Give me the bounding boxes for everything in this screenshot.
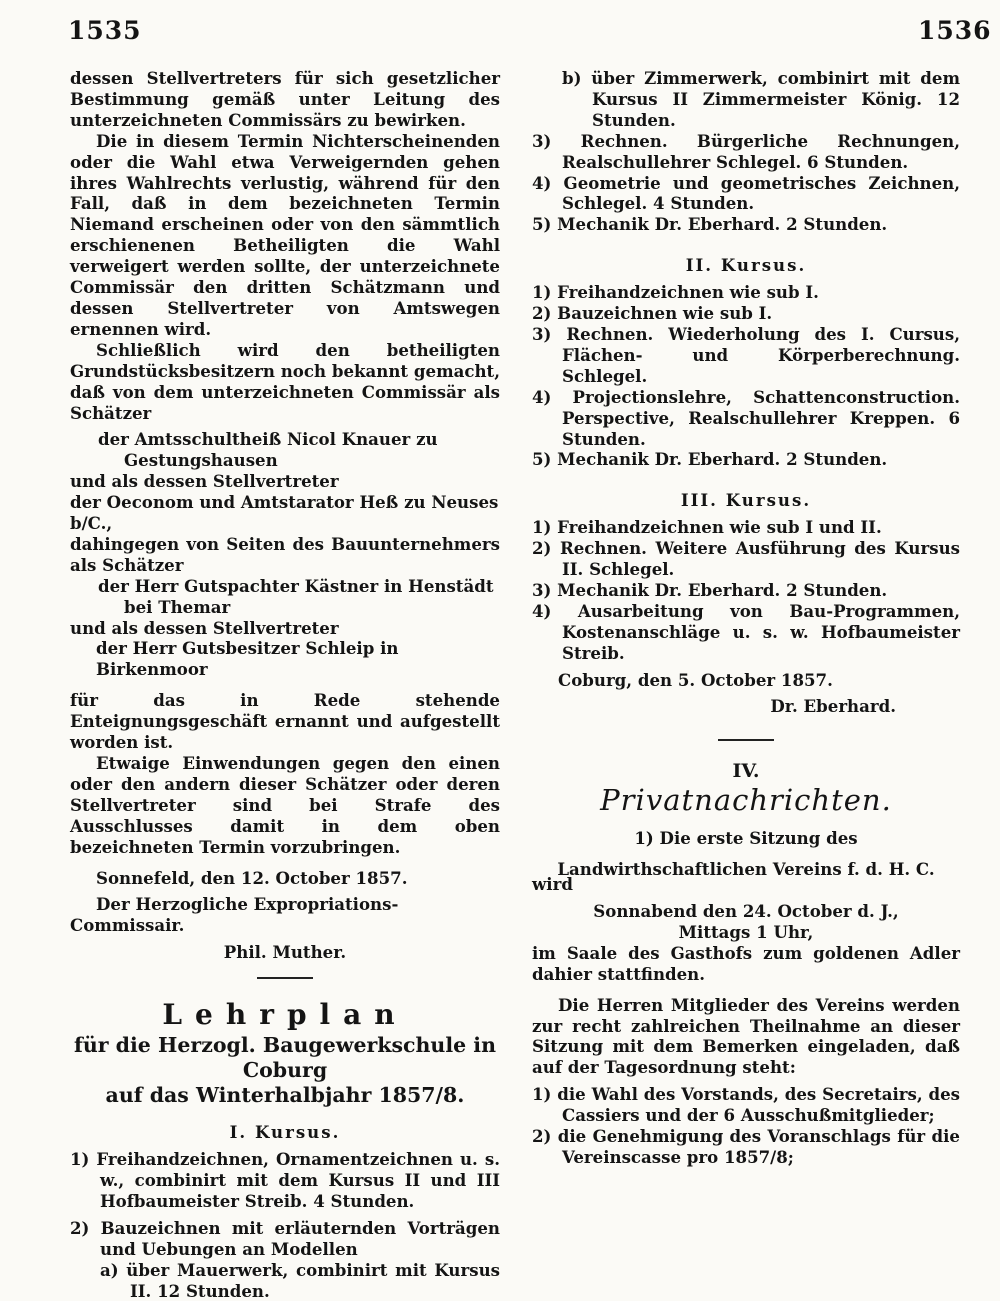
kursus-item: 1) Freihandzeichnen, Ornamentzeichnen u. s. w., combinirt mit dem Kursus II und III Hofbaumeister Streib. 4 Stunden. xyxy=(70,1149,500,1211)
appointee-line: der Herr Gutsbesitzer Schleip in Birkenmoor xyxy=(96,638,399,680)
news-date: Sonnabend den 24. October d. J., xyxy=(593,901,899,921)
news-place: im Saale des Gasthofs zum goldenen Adler dahier stattfinden. xyxy=(532,942,960,984)
kursus-item: 3) Mechanik Dr. Eberhard. 2 Stunden. xyxy=(532,579,888,600)
heading-subtitle: für die Herzogl. Baugewerkschule in Coburg xyxy=(74,1033,496,1083)
appointee-line: der Amtsschultheiß Nicol Knauer zu Gestungshausen xyxy=(98,429,438,471)
place-date: Coburg, den 5. October 1857. xyxy=(558,669,833,690)
news-society: Landwirthschaftlichen Vereins f. d. H. C. xyxy=(557,859,935,880)
appointee-line: und als dessen Stellvertreter xyxy=(70,617,339,638)
kursus-item: 4) Projectionslehre, Schattenconstruction. Perspective, Realschullehrer Kreppen. 6 Stunden. xyxy=(532,386,960,449)
kursus-item: 3) Rechnen. Bürgerliche Rechnungen, Realschullehrer Schlegel. 6 Stunden. xyxy=(532,130,960,172)
kursus-item: 2) Bauzeichnen mit erläuternden Vorträgen und Uebungen an Modellen xyxy=(70,1217,500,1259)
kursus-item: 4) Geometrie und geometrisches Zeichnen, Schlegel. 4 Stunden. xyxy=(532,172,960,214)
kursus-item: 5) Mechanik Dr. Eberhard. 2 Stunden. xyxy=(532,214,888,235)
kursus-item: 5) Mechanik Dr. Eberhard. 2 Stunden. xyxy=(532,449,888,470)
section-title: Privatnachrichten. xyxy=(600,783,892,818)
page-number-left: 1535 xyxy=(68,16,142,45)
issuing-authority: Der Herzogliche Expropriations-Commissair. xyxy=(70,894,399,936)
agenda-item: 1) die Wahl des Vorstands, des Secretairs, des Cassiers und der 6 Ausschußmitglieder; xyxy=(532,1084,960,1126)
kursus-title: III. Kursus. xyxy=(680,490,812,511)
section-divider xyxy=(718,739,774,741)
kursus-item: 2) Bauzeichnen wie sub I. xyxy=(532,303,773,324)
page-number-right: 1536 xyxy=(918,16,992,45)
kursus-title: II. Kursus. xyxy=(685,255,807,276)
right-column xyxy=(532,68,960,1168)
agenda-item: 2) die Genehmigung des Voranschlags für die Vereinscasse pro 1857/8; xyxy=(532,1126,960,1167)
kursus-item: 2) Rechnen. Weitere Ausführung des Kursus II. Schlegel. xyxy=(532,538,960,580)
news-invitation: Die Herren Mitglieder des Vereins werden zur recht zahlreichen Theilnahme an dieser Sitzung mit dem Bemerken eingeladen, daß auf der Tagesordnung steht: xyxy=(532,994,960,1078)
signature: Dr. Eberhard. xyxy=(770,696,896,717)
notice-paragraph: Die in diesem Termin Nichterscheinenden oder die Wahl etwa Verweigernden gehen ihres Wahlrechts verlustig, während für den Fall, daß in dem bezeichneten Termin Niemand erscheinen oder von den sämmtlich erschienenen Betheiligten die Wahl verweigert werden sollte, der unterzeichnete Commissär den dritten Schätzmann und dessen Stellvertreter von Amtswegen ernennen wird. xyxy=(70,130,500,339)
section-divider xyxy=(257,977,313,979)
kursus-item: 4) Ausarbeitung von Bau-Programmen, Kostenanschläge u. s. w. Hofbaumeister Streib. xyxy=(532,600,960,663)
closing-paragraph: für das in Rede stehende Enteignungsgeschäft ernannt und aufgestellt worden ist. xyxy=(70,690,500,753)
appointee-line: der Oeconom und Amtstarator Heß zu Neuses b/C., xyxy=(70,492,499,534)
kursus-subitem: b) über Zimmerwerk, combinirt mit dem Kursus II Zimmermeister König. 12 Stunden. xyxy=(562,68,960,130)
section-number: IV. xyxy=(732,760,760,783)
kursus-title: I. Kursus. xyxy=(229,1122,341,1143)
signature: Phil. Muther. xyxy=(223,942,347,963)
heading-subtitle: auf das Winterhalbjahr 1857/8. xyxy=(105,1083,465,1108)
appointee-line: und als dessen Stellvertreter xyxy=(70,471,339,492)
closing-paragraph: Etwaige Einwendungen gegen den einen oder den andern dieser Schätzer oder deren Stellvertreter sind bei Strafe des Ausschlusses damit in dem oben bezeichneten Termin vorzubringen. xyxy=(70,753,500,857)
kursus-subitem: a) über Mauerwerk, combinirt mit Kursus II. 12 Stunden. xyxy=(100,1259,500,1301)
notice-paragraph: Schließlich wird den betheiligten Grundstücksbesitzern noch bekannt gemacht, daß von dem unterzeichneten Commissär als Schätzer xyxy=(70,339,500,423)
heading-title: Lehrplan xyxy=(162,998,408,1032)
kursus-item: 1) Freihandzeichnen wie sub I und II. xyxy=(532,517,882,538)
left-column xyxy=(70,68,500,1301)
appointee-line: der Herr Gutspachter Kästner in Henstädt bei Themar xyxy=(98,575,494,617)
notice-paragraph: dessen Stellvertreters für sich gesetzlicher Bestimmung gemäß unter Leitung des unterzeichneten Commissärs zu bewirken. xyxy=(70,68,500,130)
appointee-line: dahingegen von Seiten des Bauunternehmers als Schätzer xyxy=(70,533,500,575)
news-wird: wird xyxy=(532,874,573,895)
place-date: Sonnefeld, den 12. October 1857. xyxy=(96,867,408,888)
kursus-item: 1) Freihandzeichnen wie sub I. xyxy=(532,282,819,303)
kursus-item: 3) Rechnen. Wiederholung des I. Cursus, Flächen- und Körperberechnung. Schlegel. xyxy=(532,323,960,386)
news-heading: 1) Die erste Sitzung des xyxy=(634,828,858,849)
news-time: Mittags 1 Uhr, xyxy=(678,921,814,942)
